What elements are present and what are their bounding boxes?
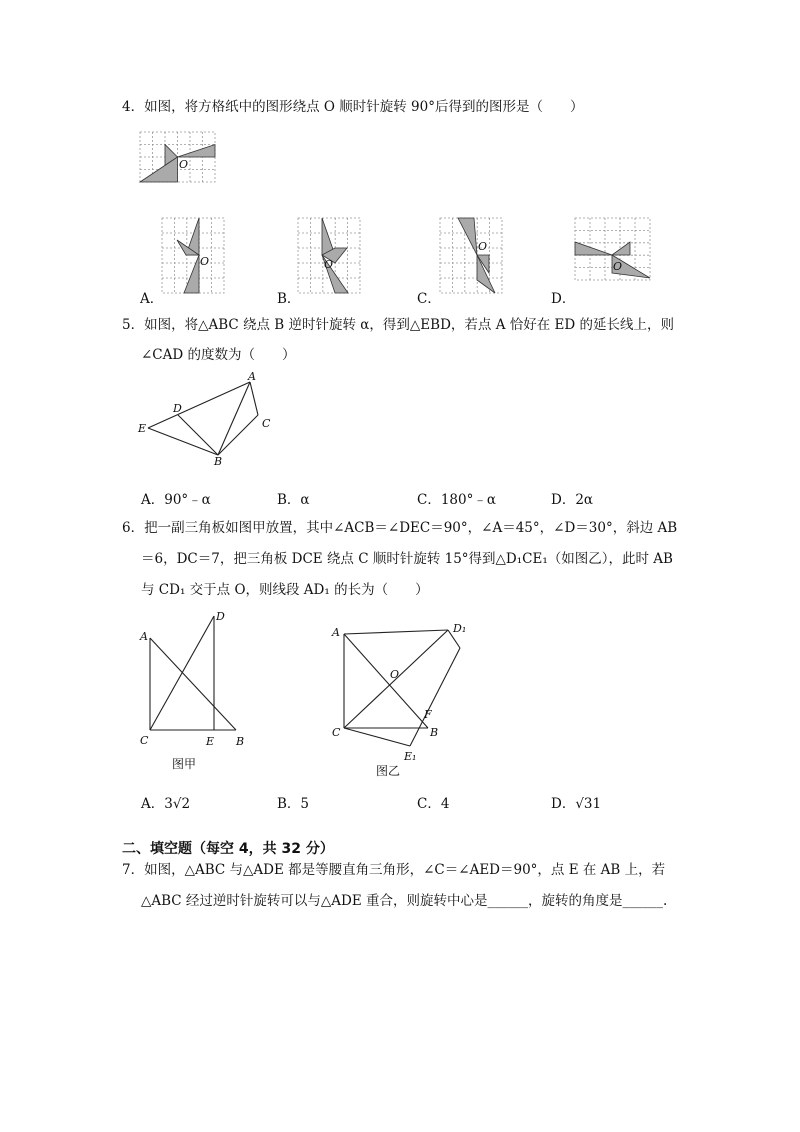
q5-line2: ∠CAD 的度数为（ ）: [141, 347, 296, 363]
q4-figure-a[interactable]: [162, 218, 242, 298]
svg-text:O: O: [478, 240, 488, 253]
q4-option-a[interactable]: A．: [140, 291, 164, 307]
svg-text:O: O: [200, 255, 210, 268]
q6-fig1-label-a: A: [140, 630, 148, 643]
q6-fig1-caption: 图甲: [172, 757, 197, 771]
q5-option-d[interactable]: D．2α: [551, 492, 594, 508]
q6-figure-jia: [138, 608, 258, 773]
q5-label-c: C: [262, 417, 271, 430]
q4-option-b[interactable]: B．: [277, 291, 301, 307]
q6-option-b[interactable]: B．5: [277, 796, 310, 812]
q4-figure-b[interactable]: [298, 218, 378, 298]
q6-fig2-caption: 图乙: [376, 764, 401, 778]
q5-option-a[interactable]: A．90°﹣α: [141, 492, 211, 508]
q7-line1: 7．如图，△ABC 与△ADE 都是等腰直角三角形，∠C＝∠AED＝90°，点 E 在 AB 上，若: [122, 862, 666, 878]
section-title: 二、填空题（每空 4，共 32 分）: [122, 841, 334, 857]
q6-option-a[interactable]: A．3√2: [141, 796, 191, 812]
q6-fig2-label-b: B: [430, 726, 439, 739]
q6-line3: 与 CD₁ 交于点 O，则线段 AD₁ 的长为（ ）: [141, 582, 429, 598]
q6-option-d[interactable]: D．√31: [551, 796, 602, 812]
q5-label-e: E: [138, 422, 147, 435]
q4-option-c[interactable]: C．: [417, 291, 441, 307]
q6-fig1-label-c: C: [140, 734, 149, 747]
svg-text:O: O: [613, 260, 623, 273]
q5-line1: 5．如图，将△ABC 绕点 B 逆时针旋转 α，得到△EBD，若点 A 恰好在 ED 的延长线上，则: [122, 317, 674, 333]
q6-fig2-label-a: A: [332, 626, 340, 639]
q4-option-d[interactable]: D．: [551, 291, 576, 307]
q6-option-c[interactable]: C．4: [417, 796, 450, 812]
q4-figure-c[interactable]: [440, 218, 520, 298]
q4-text: 4．如图，将方格纸中的图形绕点 O 顺时针旋转 90°后得到的图形是（ ）: [122, 99, 584, 115]
q4-point-o: O: [179, 158, 189, 171]
q6-figure-yi: [328, 618, 488, 793]
q5-label-a: A: [248, 370, 256, 383]
q4-figure-original: [140, 132, 220, 192]
q5-option-b[interactable]: B．α: [277, 492, 310, 508]
q5-label-d: D: [173, 402, 182, 415]
q5-option-c[interactable]: C．180°﹣α: [417, 492, 496, 508]
q6-fig2-label-d1: D₁: [453, 622, 467, 635]
svg-text:O: O: [324, 258, 334, 271]
q5-label-b: B: [214, 455, 223, 468]
q6-fig2-label-c: C: [332, 726, 341, 739]
q5-figure: [138, 370, 288, 468]
q6-fig2-label-f: F: [424, 708, 432, 721]
q6-fig2-label-o: O: [390, 668, 400, 681]
q6-fig1-label-d: D: [216, 610, 225, 623]
q6-fig1-label-e: E: [206, 735, 215, 748]
q4-figure-d[interactable]: [575, 218, 655, 298]
q7-line2: △ABC 经过逆时针旋转可以与△ADE 重合，则旋转中心是______，旋转的角度是______.: [141, 893, 668, 909]
q6-fig2-label-e1: E₁: [404, 750, 417, 763]
q6-line2: ＝6，DC＝7，把三角板 DCE 绕点 C 顺时针旋转 15°得到△D₁CE₁（如图乙），此时 AB: [141, 551, 673, 567]
q6-line1: 6．把一副三角板如图甲放置，其中∠ACB＝∠DEC＝90°，∠A＝45°，∠D＝30°，斜边 AB: [122, 520, 678, 536]
q6-fig1-label-b: B: [236, 735, 245, 748]
